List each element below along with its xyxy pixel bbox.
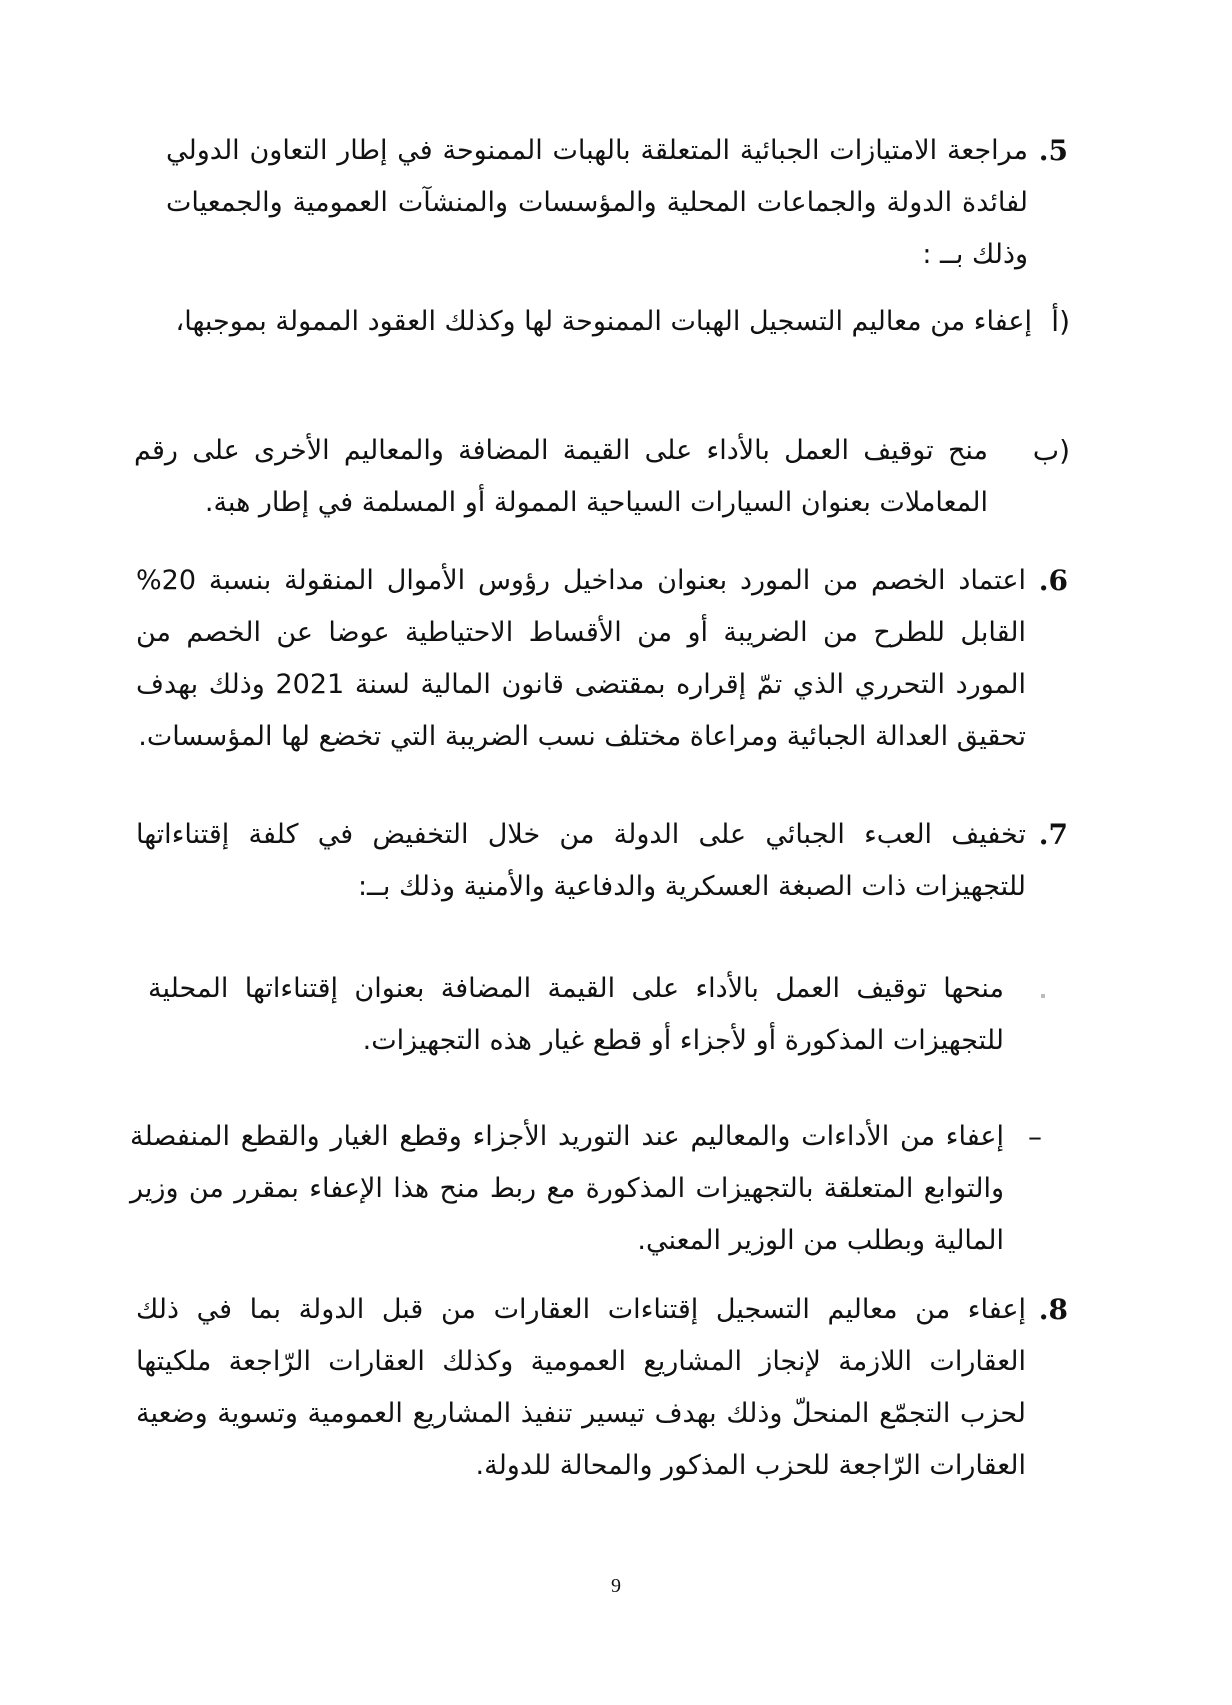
sub-item-marker-a: أ)	[1051, 305, 1070, 338]
paragraph-item-5: مراجعة الامتيازات الجبائية المتعلقة بالهبات الممنوحة في إطار التعاون الدولي لفائدة الدولة والجماعات المحلية والمؤسسات والمنشآت العمومية والجمعيات وذلك بــ :	[166, 135, 1028, 270]
paragraph-item-7: تخفيف العبء الجبائي على الدولة من خلال التخفيض في كلفة إقتناءاتها للتجهيزات ذات الصبغة العسكرية والدفاعية والأمنية وذلك بــ:	[136, 819, 1026, 902]
paragraph-sub-item-b: منح توقيف العمل بالأداء على القيمة المضافة والمعاليم الأخرى على رقم المعاملات بعنوان السيارات السياحية الممولة أو المسلمة في إطار هبة.	[134, 435, 988, 518]
paragraph-item-8: إعفاء من معاليم التسجيل إقتناءات العقارات من قبل الدولة بما في ذلك العقارات اللازمة لإنجاز المشاريع العمومية وكذلك العقارات الرّاجعة ملكيتها لحزب التجمّع المنحلّ وذلك بهدف تيسير تنفيذ المشاريع العمومية وتسوية وضعية العقارات الرّاجعة للحزب المذكور والمحالة للدولة.	[136, 1294, 1026, 1481]
sub-item-marker-b: ب)	[1032, 434, 1070, 467]
paragraph-sub-item-a: إعفاء من معاليم التسجيل الهبات الممنوحة لها وكذلك العقود الممولة بموجبها،	[175, 306, 1032, 337]
item-number-8: .8	[1038, 1293, 1068, 1326]
page-number: 9	[611, 1575, 621, 1597]
faint-bullet-dot	[1041, 994, 1045, 998]
paragraph-item-7-sub-2: إعفاء من الأداءات والمعاليم عند التوريد الأجزاء وقطع الغيار والقطع المنفصلة والتوابع المتعلقة بالتجهيزات المذكورة مع ربط منح هذا الإعفاء بمقرر من وزير المالية وبطلب من الوزير المعني.	[130, 1121, 1004, 1256]
dash-bullet-icon: –	[1028, 1120, 1042, 1153]
paragraph-item-6: اعتماد الخصم من المورد بعنوان مداخيل رؤوس الأموال المنقولة بنسبة 20% القابل للطرح من الضريبة أو من الأقساط الاحتياطية عوضا عن الخصم من المورد التحرري الذي تمّ إقراره بمقتضى قانون المالية لسنة 2021 وذلك بهدف تحقيق العدالة الجبائية ومراعاة مختلف نسب الضريبة التي تخضع لها المؤسسات.	[136, 565, 1026, 752]
item-number-5: .5	[1038, 134, 1068, 167]
item-number-6: .6	[1038, 564, 1068, 597]
paragraph-item-7-sub-1: منحها توقيف العمل بالأداء على القيمة المضافة بعنوان إقتناءاتها المحلية للتجهيزات المذكورة أو لأجزاء أو قطع غيار هذه التجهيزات.	[148, 973, 1004, 1056]
item-number-7: .7	[1038, 818, 1068, 851]
